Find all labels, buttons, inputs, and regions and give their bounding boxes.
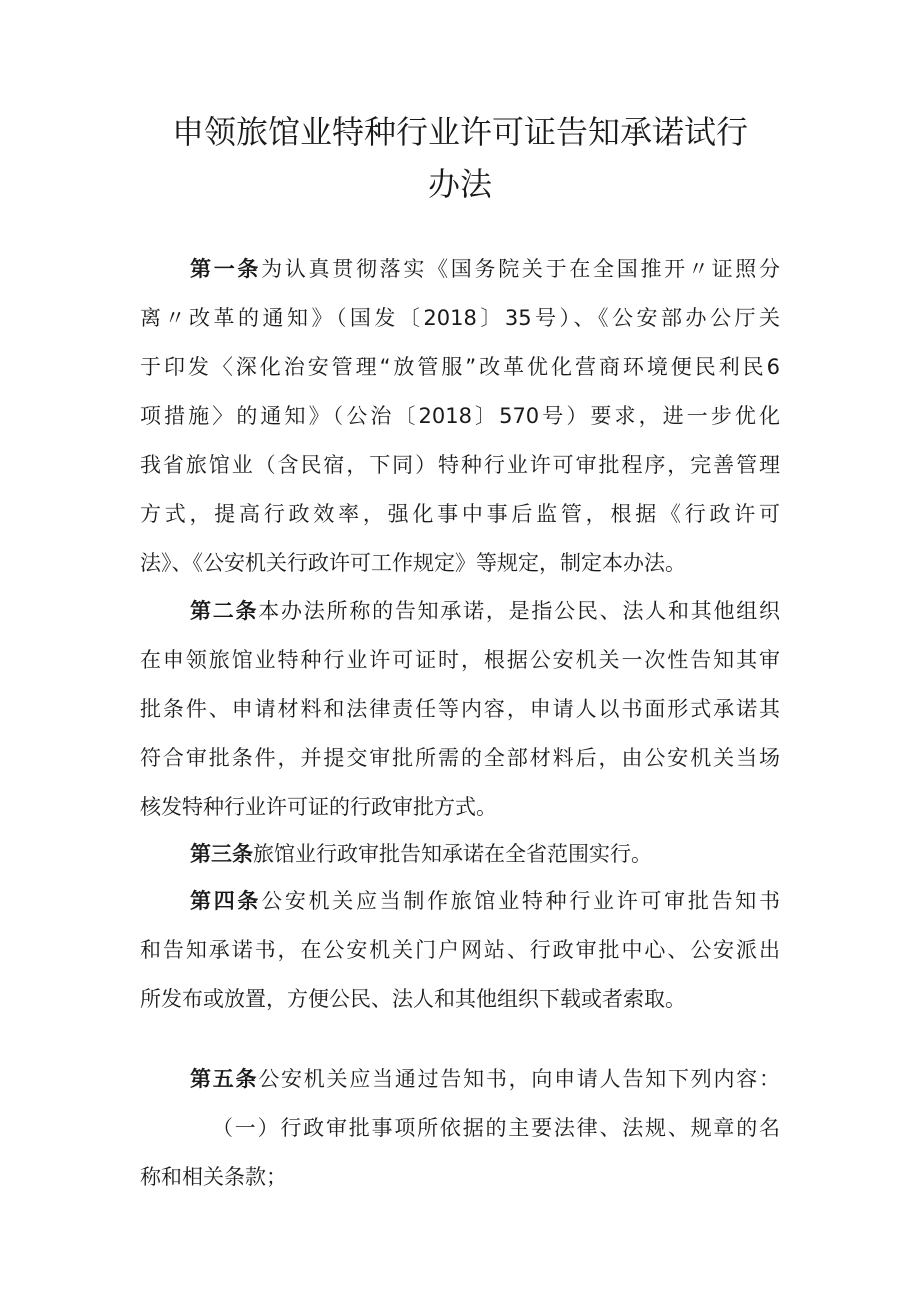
article-4-line-2: 和告知承诺书，在公安机关门户网站、行政审批中心、公安派出 [140, 938, 780, 962]
article-1-text: 为认真贯彻落实《国务院关于在全国推开〃证照分 [261, 257, 780, 281]
article-3-text: 旅馆业行政审批告知承诺在全省范围实行。 [253, 842, 652, 866]
article-1-line-7: 法》、《公安机关行政许可工作规定》等规定，制定本办法。 [140, 551, 686, 575]
document-title-line-2: 办法 [427, 165, 492, 203]
item-1-line-1: （一）行政审批事项所依据的主要法律、法规、规章的名 [212, 1116, 780, 1140]
article-1-line-4: 项措施〉的通知》（公治〔2018〕570号）要求，进一步优化 [140, 404, 780, 428]
item-1-line-2: 称和相关条款； [140, 1165, 287, 1189]
article-1-line-2: 离〃改革的通知》（国发〔2018〕35号）、《公安部办公厅关 [140, 306, 780, 330]
article-4-label: 第四条 [190, 889, 262, 913]
article-5-label: 第五条 [190, 1067, 259, 1091]
article-1-line-5: 我省旅馆业（含民宿，下同）特种行业许可审批程序，完善管理 [140, 453, 780, 477]
article-2-line-5: 核发特种行业许可证的行政审批方式。 [140, 795, 497, 819]
article-5-line-1 [190, 1055, 780, 1103]
article-3-label: 第三条 [190, 842, 253, 866]
article-2-line-2: 在申领旅馆业特种行业许可证时，根据公安机关一次性告知其审 [140, 648, 780, 672]
article-2-line-4: 符合审批条件，并提交审批所需的全部材料后，由公安机关当场 [140, 746, 780, 770]
article-2-label: 第二条 [190, 599, 259, 623]
article-1-line-3: 于印发〈深化治安管理“放管服”改革优化营商环境便民利民6 [140, 355, 780, 379]
article-4-text: 公安机关应当制作旅馆业特种行业许可审批告知书 [261, 889, 780, 913]
article-4-line-3: 所发布或放置，方便公民、法人和其他组织下载或者索取。 [140, 987, 686, 1011]
article-1-line-1 [190, 245, 780, 293]
article-3-line-1 [190, 830, 780, 878]
article-2-line-1 [190, 587, 780, 635]
document-title-line-1: 申领旅馆业特种行业许可证告知承诺试行 [171, 113, 748, 151]
article-1-label: 第一条 [190, 257, 262, 281]
article-2-line-3: 批条件、申请材料和法律责任等内容，申请人以书面形式承诺其 [140, 697, 780, 721]
article-5-text: 公安机关应当通过告知书，向申请人告知下列内容： [258, 1067, 780, 1091]
article-2-text: 本办法所称的告知承诺，是指公民、法人和其他组织 [258, 599, 780, 623]
article-1-line-6: 方式，提高行政效率，强化事中事后监管，根据《行政许可 [140, 502, 780, 526]
article-4-line-1 [190, 877, 780, 925]
